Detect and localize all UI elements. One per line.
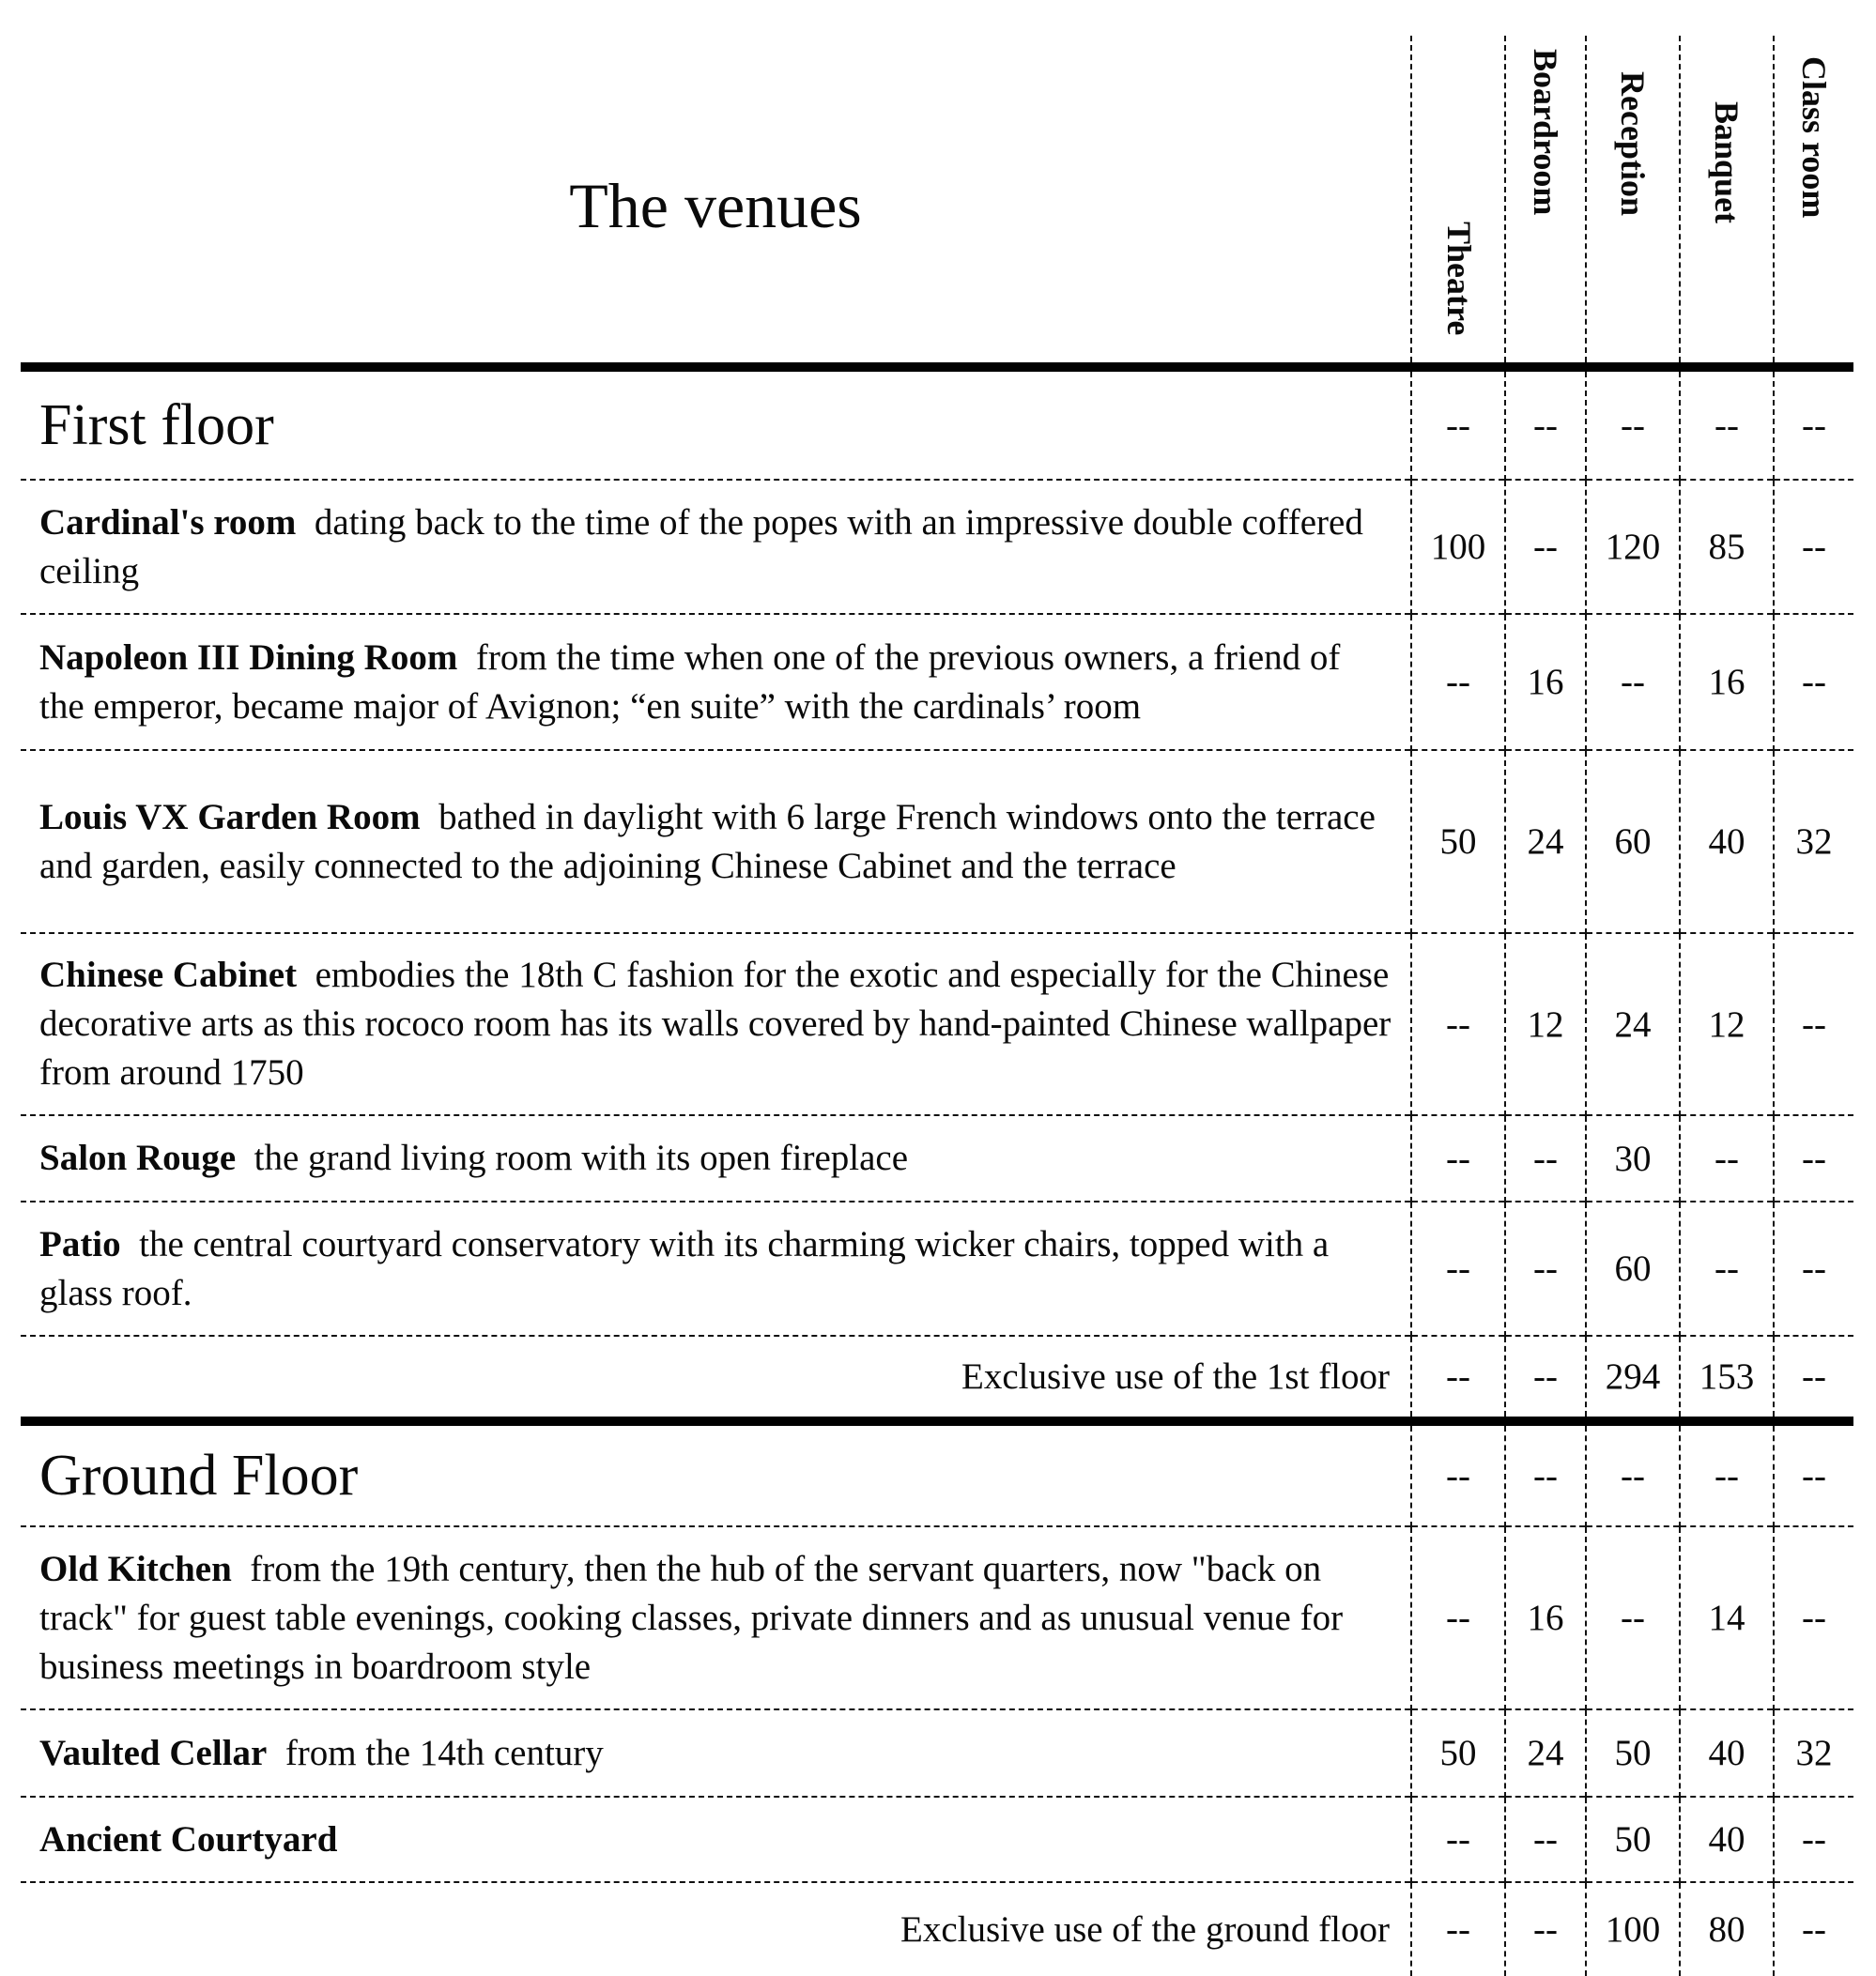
room-row [21,1526,1853,1709]
room-description-cell [21,933,1411,1115]
column-header-reception [1586,36,1680,367]
capacity-cell: 100 [1411,480,1505,614]
room-description-cell [21,1709,1411,1797]
capacity-cell: 12 [1505,933,1586,1115]
capacity-cell: -- [1680,1421,1774,1526]
capacity-cell: 50 [1411,750,1505,933]
spacer [421,797,439,837]
column-header-label: Banquet [1708,101,1745,224]
capacity-cell: 50 [1411,1709,1505,1797]
spacer [236,1138,254,1178]
room-description: bathed in daylight with 6 large French windows onto the terrace and garden, easily connected to the adjoining Chinese Cabinet and the terrace [39,796,1376,886]
capacity-cell: -- [1774,1336,1853,1421]
capacity-cell: -- [1411,614,1505,750]
room-description-cell [21,1115,1411,1202]
column-header-label: Boardroom [1527,49,1564,216]
room-row [21,1202,1853,1336]
room-name: Chinese Cabinet [39,955,298,995]
capacity-cell: -- [1774,1202,1853,1336]
room-name: Patio [39,1223,121,1264]
room-description-cell [21,1202,1411,1336]
capacity-cell: 60 [1586,1202,1680,1336]
capacity-cell: -- [1586,1526,1680,1709]
capacity-cell: -- [1411,1526,1505,1709]
column-header-label: Theatre [1440,221,1478,335]
capacity-cell: -- [1505,1882,1586,1976]
room-description-cell [21,480,1411,614]
capacity-cell: -- [1505,1421,1586,1526]
capacity-cell: 85 [1680,480,1774,614]
room-description: dating back to the time of the popes with an impressive double coffered ceiling [39,501,1363,591]
room-name: Napoleon III Dining Room [39,636,458,678]
capacity-cell: 24 [1586,933,1680,1115]
capacity-cell: -- [1774,367,1853,480]
capacity-cell: -- [1680,1202,1774,1336]
room-row [21,1115,1853,1202]
column-header-label: Reception [1614,71,1652,216]
capacity-cell: 24 [1505,1709,1586,1797]
capacity-cell: -- [1586,614,1680,750]
capacity-cell: -- [1774,1115,1853,1202]
column-header-boardroom [1505,36,1586,367]
capacity-cell: -- [1411,1797,1505,1882]
capacity-cell: -- [1505,1202,1586,1336]
header-row [21,36,1853,367]
capacity-cell: -- [1680,367,1774,480]
capacity-cell: 16 [1505,614,1586,750]
capacity-cell: 80 [1680,1882,1774,1976]
capacity-cell: -- [1505,1336,1586,1421]
room-row [21,480,1853,614]
floor-total-row [21,1336,1853,1421]
capacity-cell: 60 [1586,750,1680,933]
capacity-cell: -- [1411,1202,1505,1336]
spacer [296,502,315,543]
capacity-cell: -- [1505,1115,1586,1202]
capacity-cell: 120 [1586,480,1680,614]
capacity-cell: 16 [1505,1526,1586,1709]
room-name: Cardinal's room [39,501,297,543]
capacity-cell: -- [1505,1797,1586,1882]
room-row [21,1797,1853,1882]
capacity-cell: -- [1505,480,1586,614]
capacity-cell: -- [1774,480,1853,614]
room-description: from the 14th century [284,1732,604,1773]
room-description-cell [21,1526,1411,1709]
room-name: Louis VX Garden Room [39,796,421,837]
column-header-label: Class room [1795,56,1833,219]
room-name: Salon Rouge [39,1138,237,1178]
room-description-cell [21,614,1411,750]
room-row [21,750,1853,933]
room-name: Vaulted Cellar [39,1732,268,1773]
floor-row [21,1421,1853,1526]
capacity-cell: -- [1774,1797,1853,1882]
column-header-theatre [1411,36,1505,367]
capacity-cell: 30 [1586,1115,1680,1202]
capacity-cell: -- [1411,1421,1505,1526]
floor-total-row [21,1882,1853,1976]
room-name: Old Kitchen [39,1548,232,1589]
room-description-cell [21,750,1411,933]
capacity-cell: 32 [1774,750,1853,933]
capacity-cell: -- [1411,1115,1505,1202]
floor-total-label: Exclusive use of the ground floor [21,1882,1411,1976]
spacer [232,1549,251,1589]
room-description-cell [21,1797,1411,1882]
capacity-cell: 294 [1586,1336,1680,1421]
capacity-cell: 50 [1586,1709,1680,1797]
room-description: the grand living room with its open fireplace [254,1138,909,1178]
column-header-class-room [1774,36,1853,367]
capacity-cell: -- [1505,367,1586,480]
spacer [121,1224,140,1264]
capacity-cell: -- [1411,1336,1505,1421]
room-description: from the 19th century, then the hub of the servant quarters, now "back on track" for guest table evenings, cooking classes, private dinners and as unusual venue for business meetings in boardroom style [39,1548,1344,1687]
capacity-cell: -- [1411,367,1505,480]
capacity-cell: 24 [1505,750,1586,933]
capacity-cell: 100 [1586,1882,1680,1976]
capacity-cell: 32 [1774,1709,1853,1797]
capacity-cell: -- [1680,1115,1774,1202]
room-row [21,1709,1853,1797]
floor-title: First floor [21,367,1411,480]
capacity-cell: 50 [1586,1797,1680,1882]
capacity-cell: -- [1774,1882,1853,1976]
capacity-cell: 12 [1680,933,1774,1115]
capacity-cell: -- [1774,1526,1853,1709]
capacity-cell: 153 [1680,1336,1774,1421]
capacity-cell: -- [1774,614,1853,750]
column-header-banquet [1680,36,1774,367]
room-description: embodies the 18th C fashion for the exotic and especially for the Chinese decorative arts as this rococo room has its walls covered by hand-painted Chinese wallpaper from around 1750 [39,955,1392,1093]
room-description: from the time when one of the previous owners, a friend of the emperor, became major of Avignon; “en suite” with the cardinals’ room [39,636,1341,727]
page-title: The venues [569,169,862,241]
capacity-cell: 14 [1680,1526,1774,1709]
capacity-cell: 40 [1680,1797,1774,1882]
capacity-cell: -- [1411,1882,1505,1976]
floor-title: Ground Floor [21,1421,1411,1526]
venues-table [21,36,1853,1976]
room-name: Ancient Courtyard [39,1818,338,1860]
room-description: the central courtyard conservatory with its charming wicker chairs, topped with a glass roof. [39,1223,1330,1313]
capacity-cell: -- [1586,1421,1680,1526]
capacity-cell: 40 [1680,1709,1774,1797]
capacity-cell: 16 [1680,614,1774,750]
spacer [297,955,315,995]
capacity-cell: -- [1774,1421,1853,1526]
capacity-cell: 40 [1680,750,1774,933]
capacity-cell: -- [1411,933,1505,1115]
floor-row [21,367,1853,480]
room-row [21,933,1853,1115]
spacer [267,1733,285,1773]
room-row [21,614,1853,750]
floor-total-label: Exclusive use of the 1st floor [21,1336,1411,1421]
spacer [457,637,476,678]
capacity-cell: -- [1586,367,1680,480]
spacer [337,1819,346,1860]
capacity-cell: -- [1774,933,1853,1115]
